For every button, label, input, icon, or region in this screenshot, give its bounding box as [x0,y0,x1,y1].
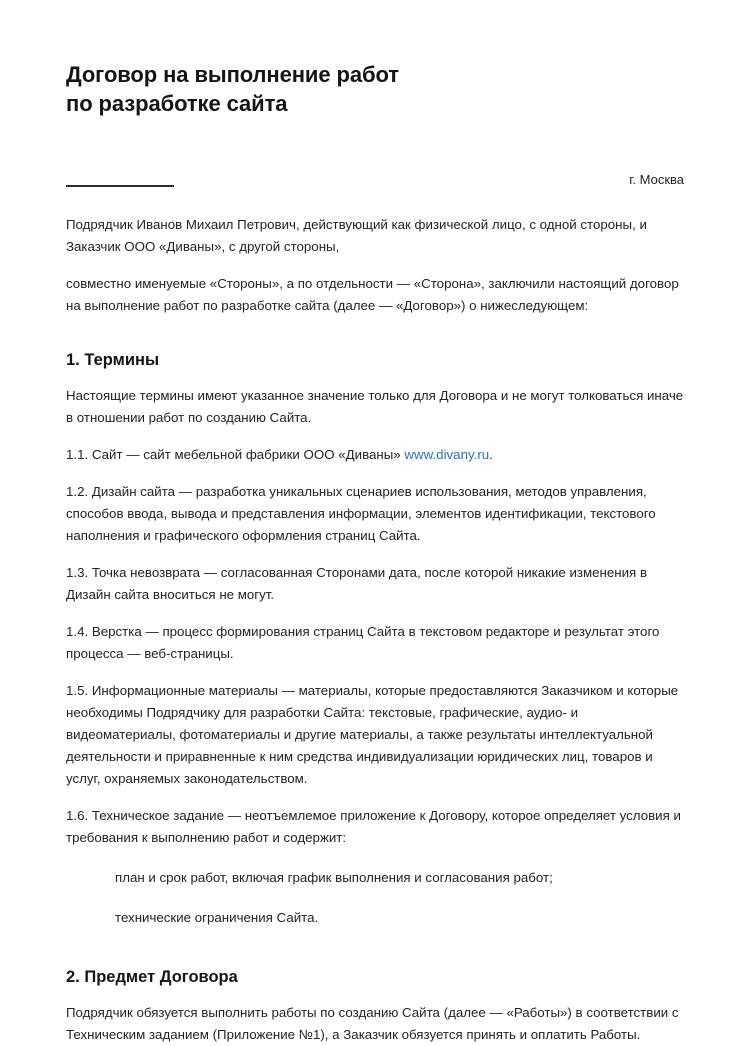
page-title-line-2: по разработке сайта [66,91,288,116]
clause-1-3: 1.3. Точка невозврата — согласованная Сторонами дата, после которой никакие изменения в Дизайн сайта вноситься не могут. [66,565,648,602]
clause-1-1 [66,444,684,466]
city-label: г. Москва [629,172,684,187]
date-blank-line [66,185,174,187]
section-heading-terms: 1. Термины [66,351,160,369]
section-subject-lead: Подрядчик обязуется выполнить работы по созданию Сайта (далее — «Работы») в соответствии с Техническим заданием (Приложение №1), а Заказчик обязуется принять и оплатить Работы. [66,1005,679,1042]
page-title-line-1: Договор на выполнение работ [66,62,399,87]
clause-1-1-text-after: . [489,447,493,462]
clause-1-2: 1.2. Дизайн сайта — разработка уникальных сценариев использования, методов управления, способов ввода, вывода и представления информации, элементов идентификации, текстового наполнения и графического оформления страниц Сайта. [66,484,656,543]
section-heading-subject: 2. Предмет Договора [66,968,238,986]
site-link[interactable]: www.divany.ru [404,447,490,462]
clause-1-5: 1.5. Информационные материалы — материалы, которые предоставляются Заказчиком и которые необходимы Подрядчику для разработки Сайта: текстовые, графические, аудио- и видеоматериалы, фотоматериалы и другие материалы, а также результаты интеллектуальной деятельности и приравненные к ним средства индивидуализации юридических лиц, товаров и услуг, охраняемых законодательством. [66,683,679,786]
clause-1-6-sub-item-2: технические ограничения Сайта. [115,910,319,925]
document-meta-row [66,171,684,189]
intro-preamble-paragraph: совместно именуемые «Стороны», а по отдельности — «Сторона», заключили настоящий договор на выполнение работ по разработке сайта (далее — «Договор») о нижеследующем: [66,276,679,313]
intro-parties-paragraph: Подрядчик Иванов Михаил Петрович, действующий как физической лицо, с одной стороны, и Заказчик ООО «Диваны», с другой стороны, [66,217,647,254]
clause-1-1-text-before: 1.1. Сайт — сайт мебельной фабрики ООО «Диваны» [66,447,405,462]
section-terms-lead: Настоящие термины имеют указанное значение только для Договора и не могут толковаться иначе в отношении работ по созданию Сайта. [66,388,684,425]
clause-1-6: 1.6. Техническое задание — неотъемлемое приложение к Договору, которое определяет условия и требования к выполнению работ и содержит: [66,808,681,845]
clause-1-4: 1.4. Верстка — процесс формирования страниц Сайта в текстовом редакторе и результат этого процесса — веб-страницы. [66,624,660,661]
page-title [66,60,684,118]
clause-1-6-sub-item-1: план и срок работ, включая график выполнения и согласования работ; [115,870,553,885]
